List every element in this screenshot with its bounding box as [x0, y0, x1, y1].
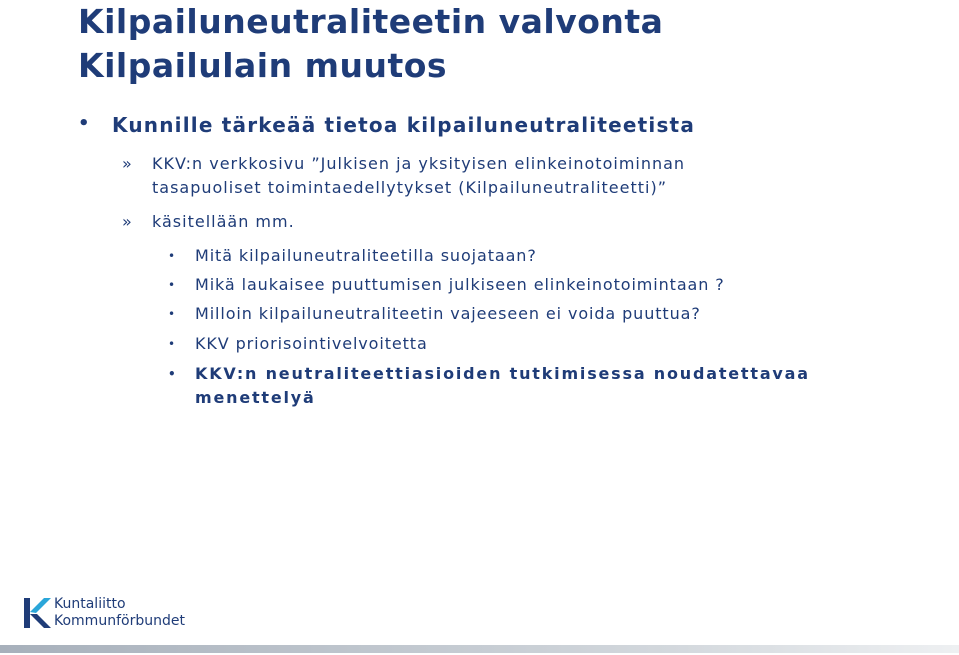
main-bullet [78, 113, 695, 137]
kuntaliitto-logo-icon [24, 594, 52, 632]
question-text: Mikä laukaisee puuttumisen julkiseen elinkeinotoimintaan ? [195, 275, 725, 294]
sub-item-website [122, 152, 685, 200]
bold-question-line-1: KKV:n neutraliteettiasioiden tutkimisessa noudatettavaa [195, 364, 810, 383]
logo-line-1: Kuntaliitto [54, 596, 126, 612]
question-item [168, 332, 428, 356]
sub-item-topics-text: käsitellään mm. [152, 212, 295, 231]
chevron-double-right-icon: » [122, 212, 133, 231]
chevron-double-right-icon: » [122, 154, 133, 173]
question-text: KKV priorisointivelvoitetta [195, 334, 428, 353]
question-item [168, 302, 701, 326]
logo-wordmark [54, 596, 185, 630]
bullet-dot-icon: • [78, 113, 91, 134]
sub-item-website-line-1: KKV:n verkkosivu ”Julkisen ja yksityisen elinkeinotoiminnan [152, 154, 686, 173]
question-text: Mitä kilpailuneutraliteetilla suojataan? [195, 246, 537, 265]
bullet-dot-icon: • [168, 307, 176, 321]
kuntaliitto-logo [24, 594, 224, 634]
slide-title [78, 0, 663, 88]
question-item [168, 273, 725, 297]
question-text: Milloin kilpailuneutraliteetin vajeeseen ei voida puuttua? [195, 304, 701, 323]
sub-item-website-line-2: tasapuoliset toimintaedellytykset (Kilpailuneutraliteetti)” [152, 178, 668, 197]
footer-divider [0, 645, 959, 653]
logo-line-2: Kommunförbundet [54, 613, 185, 629]
question-item-bold [168, 362, 810, 410]
slide-title-line-1: Kilpailuneutraliteetin valvonta [78, 2, 664, 41]
bullet-dot-icon: • [168, 337, 176, 351]
bullet-dot-icon: • [168, 367, 178, 381]
main-bullet-text: Kunnille tärkeää tietoa kilpailuneutraliteetista [112, 113, 696, 137]
sub-item-topics [122, 210, 295, 234]
question-item [168, 244, 537, 268]
bullet-dot-icon: • [168, 278, 176, 292]
bullet-dot-icon: • [168, 249, 176, 263]
bold-question-line-2: menettelyä [195, 388, 316, 407]
slide-title-line-2: Kilpailulain muutos [78, 46, 448, 85]
